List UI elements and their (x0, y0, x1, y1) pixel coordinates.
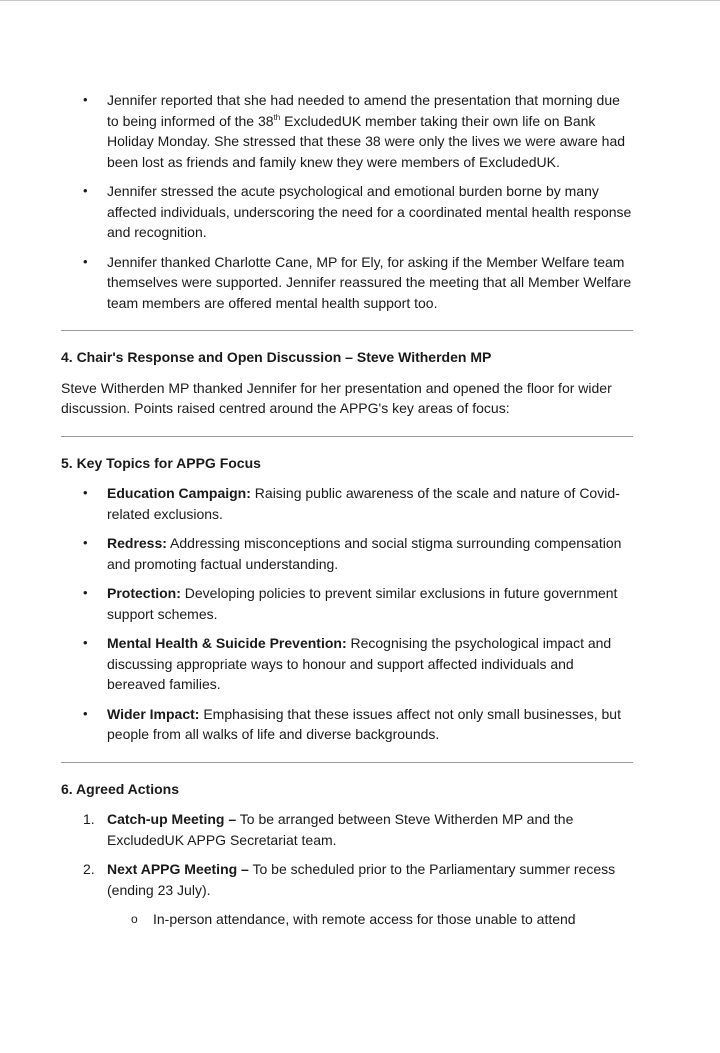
action-label: Next APPG Meeting – (107, 861, 249, 877)
action-text: To be arranged between Steve Witherden MP and the ExcludedUK APPG Secretariat team. (107, 811, 574, 848)
sub-list-item (61, 909, 633, 930)
action-number: 1. (83, 811, 95, 827)
topic-text: Developing policies to prevent similar exclusions in future government support schemes. (107, 585, 618, 622)
list-item (61, 181, 633, 243)
hollow-bullet-icon: o (131, 912, 138, 926)
bullet-icon: • (83, 635, 88, 650)
topic-label: Redress: (107, 535, 167, 551)
list-item (61, 90, 633, 172)
bullet-icon: • (83, 253, 88, 269)
ordinal-suffix: th (273, 112, 281, 122)
topic-text: Addressing misconceptions and social stigma surrounding compensation and promoting factual understanding. (107, 535, 622, 572)
section-divider (61, 436, 633, 437)
list-item (61, 533, 633, 574)
bullet-icon: • (83, 183, 88, 198)
list-item (61, 252, 633, 314)
section-4-heading: 4. Chair's Response and Open Discussion – Steve Witherden MP (61, 349, 492, 365)
bullet-icon: • (83, 92, 88, 107)
page-top-border (0, 0, 720, 1)
intro-bullet-list (61, 90, 633, 313)
topic-label: Protection: (107, 585, 181, 601)
action-item (61, 859, 633, 900)
bullet-icon: • (83, 485, 88, 500)
bullet-icon: • (83, 585, 88, 600)
list-item (61, 483, 633, 524)
bullet-text: Jennifer stressed the acute psychological and emotional burden borne by many affected individuals, underscoring the need for a coordinated mental health response and recognition. (107, 183, 632, 240)
section-4-paragraph: Steve Witherden MP thanked Jennifer for her presentation and opened the floor for wider discussion. Points raised centred around the APPG's key areas of focus: (61, 379, 612, 416)
section-6-heading: 6. Agreed Actions (61, 780, 179, 797)
topic-text: Emphasising that these issues affect not only small businesses, but people from all walks of life and diverse backgrounds. (107, 705, 621, 742)
list-item (61, 633, 633, 695)
topic-label: Mental Health & Suicide Prevention: (107, 635, 347, 651)
list-item (61, 704, 633, 745)
section-divider (61, 762, 633, 763)
topic-label: Wider Impact: (107, 705, 200, 722)
action-text: To be scheduled prior to the Parliamentary summer recess (ending 23 July). (107, 861, 616, 898)
topic-text: Raising public awareness of the scale and nature of Covid-related exclusions. (107, 485, 620, 522)
topic-label: Education Campaign: (107, 485, 251, 501)
document-body (61, 90, 633, 930)
action-item (61, 809, 633, 850)
bullet-text-after: ExcludedUK member taking their own life on Bank Holiday Monday. She stressed that these 38 were only the lives we were aware had been lost as friends and family knew they were members of ExcludedUK. (107, 112, 626, 170)
section-divider (61, 330, 633, 331)
action-number: 2. (83, 861, 95, 877)
bullet-icon: • (83, 535, 88, 550)
action-label: Catch-up Meeting – (107, 811, 237, 827)
bullet-text-before: Jennifer reported that she had needed to amend the presentation that morning due to being informed of the 38 (107, 92, 620, 129)
action-sub-list (61, 909, 633, 930)
list-item (61, 583, 633, 624)
agreed-actions-list (61, 809, 633, 900)
bullet-icon: • (83, 705, 88, 721)
bullet-text: Jennifer thanked Charlotte Cane, MP for Ely, for asking if the Member Welfare team themselves were supported. Jennifer reassured the meeting that all Member Welfare team members are offered mental health support too. (107, 253, 632, 311)
section-5-heading: 5. Key Topics for APPG Focus (61, 454, 261, 471)
sub-item-text: In-person attendance, with remote access for those unable to attend (153, 911, 576, 927)
key-topics-list (61, 483, 633, 745)
topic-text: Recognising the psychological impact and discussing appropriate ways to honour and support affected individuals and bereaved families. (107, 635, 612, 692)
